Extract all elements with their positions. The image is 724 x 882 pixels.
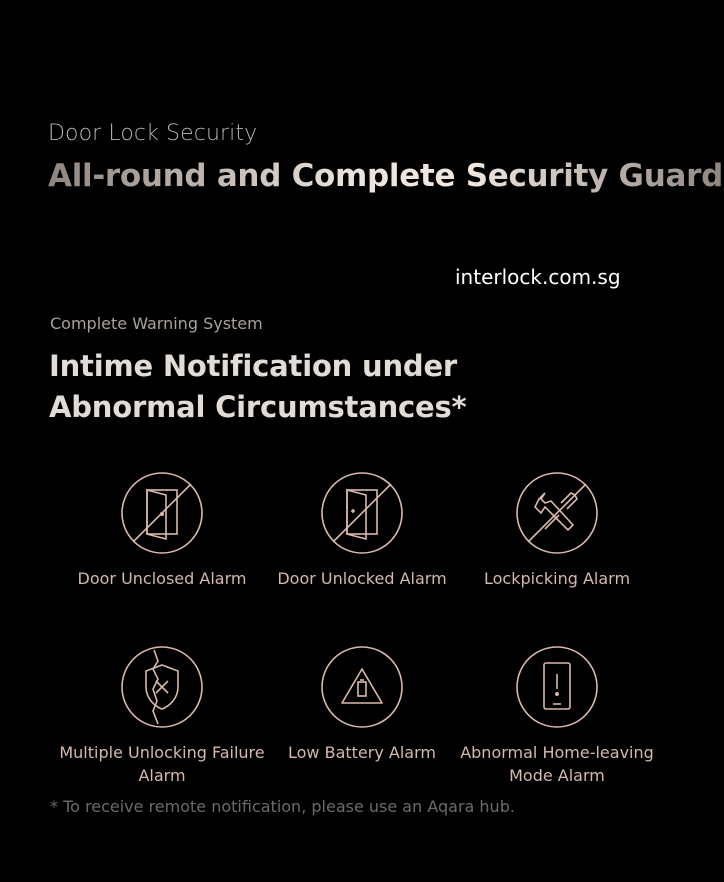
door-unclosed-icon: [120, 471, 204, 555]
warning-headline-text: Intime Notification under Abnormal Circumstances*: [49, 349, 467, 424]
shield-x-icon: [120, 645, 204, 729]
alarm-label: Abnormal Home-leaving Mode Alarm: [460, 743, 654, 785]
alarm-door-unclosed: [52, 471, 272, 590]
alarm-label: Low Battery Alarm: [288, 743, 436, 762]
footnote: * To receive remote notification, please use an Aqara hub.: [50, 797, 515, 816]
alarm-label: Door Unlocked Alarm: [277, 569, 447, 588]
warning-eyebrow: Complete Warning System: [50, 314, 263, 333]
section-eyebrow: Door Lock Security: [48, 121, 258, 146]
alarm-unlocking-failure: [52, 645, 272, 787]
alarm-label: Multiple Unlocking Failure Alarm: [59, 743, 265, 785]
section-headline: All-round and Complete Security Guard: [48, 158, 723, 194]
alarm-low-battery: [252, 645, 472, 764]
alarm-label: Door Unclosed Alarm: [77, 569, 247, 588]
warning-headline: [49, 346, 609, 428]
alarm-door-unlocked: [252, 471, 472, 590]
alarm-label: Lockpicking Alarm: [483, 569, 631, 588]
warning-battery-icon: [320, 645, 404, 729]
wrench-crossed-icon: [515, 471, 599, 555]
alarm-home-leaving: [447, 645, 667, 787]
watermark: interlock.com.sg: [455, 265, 621, 289]
alarm-lockpicking: [447, 471, 667, 590]
door-unlocked-icon: [320, 471, 404, 555]
phone-alert-icon: [515, 645, 599, 729]
